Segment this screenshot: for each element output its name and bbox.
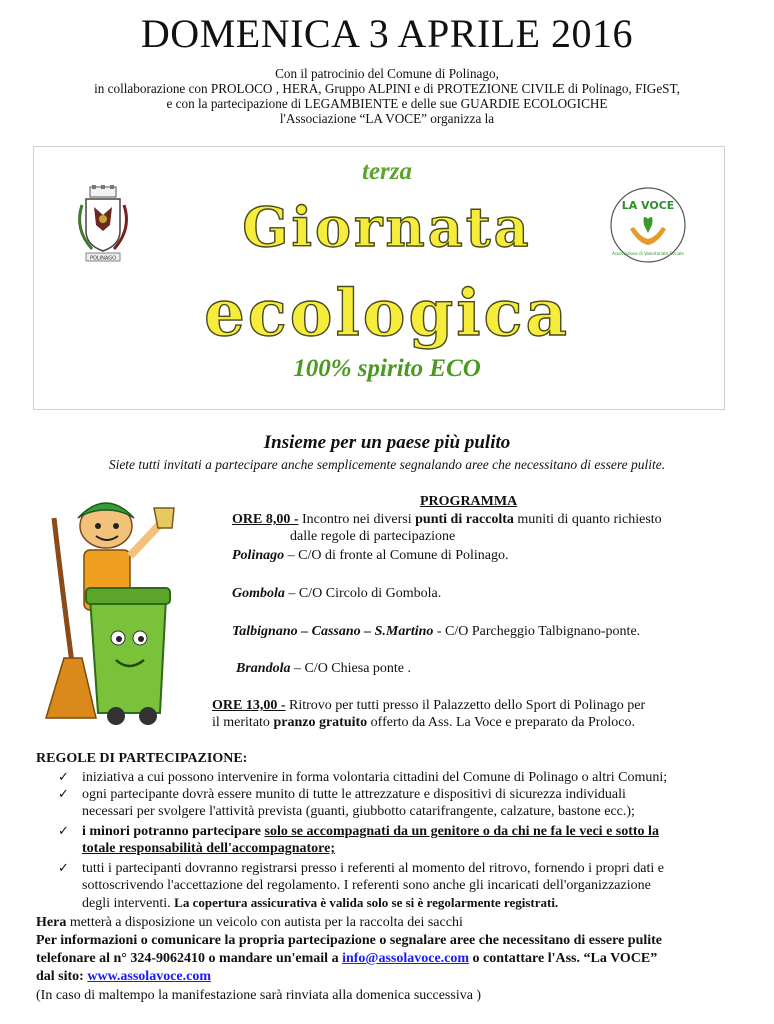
rule-3-bold: i minori potranno partecipare — [82, 824, 265, 839]
weather-note: (In caso di maltempo la manifestazione sarà rinviata alla domenica successiva ) — [36, 988, 482, 1003]
ore13-line2-b: offerto da Ass. La Voce e preparato da Proloco. — [367, 715, 636, 730]
place-gombola — [232, 586, 441, 602]
checkmark-icon: ✓ — [58, 787, 69, 802]
rule-3-text-2 — [82, 841, 335, 857]
place-brandola — [236, 661, 411, 677]
place-name: Talbignano – Cassano – S.Martino — [232, 624, 434, 639]
polinago-crest-icon — [68, 185, 138, 265]
ore13-text: Ritrovo per tutti presso il Palazzetto dello Sport di Polinago per — [285, 698, 646, 713]
checkmark-icon: ✓ — [58, 861, 69, 876]
ore13-line-2 — [212, 715, 635, 731]
rule-4-text: tutti i partecipanti dovranno registrarsi presso i referenti al momento del ritrovo, fornendo i propri dati e — [82, 861, 664, 876]
rules-heading: REGOLE DI PARTECIPAZIONE: — [36, 751, 248, 766]
banner-giornata: Giornata — [242, 195, 532, 259]
website-link[interactable]: www.assolavoce.com — [87, 969, 211, 984]
page-title: DOMENICA 3 APRILE 2016 — [140, 11, 634, 56]
place-text: – C/O Chiesa ponte . — [290, 661, 412, 676]
banner-slogan: 100% spirito ECO — [293, 355, 481, 382]
info-line-2 — [36, 951, 657, 967]
subtitle: Insieme per un paese più pulito — [263, 432, 511, 453]
ore13-line2-bold: pranzo gratuito — [273, 715, 368, 730]
rule-1-text: iniziativa a cui possono intervenire in forma volontaria cittadini del Comune di Polinago o altri Comuni; — [82, 770, 668, 785]
rule-3-underlined-2: totale responsabilità dell'accompagnatore; — [82, 841, 336, 856]
banner-ecologica: ecologica — [204, 276, 570, 351]
ore13-line — [212, 698, 645, 714]
place-talbignano — [232, 624, 640, 640]
rule-4-text-3a: degli interventi. — [82, 896, 175, 911]
place-name: Brandola — [236, 661, 291, 676]
hera-bold: Hera — [36, 915, 67, 930]
info-line-3a: dal sito: — [36, 969, 88, 984]
logo-caption: Associazione di Volontariato Sociale — [612, 251, 684, 256]
rule-3-underlined: solo se accompagnati da un genitore o da chi ne fa le veci e sotto la — [264, 824, 659, 839]
ore8-line — [232, 512, 662, 528]
info-line-2a: telefonare al n° 324-9062410 o mandare un'email a — [36, 951, 343, 966]
checkmark-icon: ✓ — [58, 770, 69, 785]
logo-text: LA VOCE — [621, 199, 675, 212]
programma-heading: PROGRAMMA — [420, 494, 518, 509]
rule-4-text-2: sottoscrivendo l'accettazione del regolamento. I referenti sono anche gli incaricati dell'organizzazione — [82, 878, 651, 893]
checkmark-icon: ✓ — [58, 824, 69, 839]
rule-2-text: ogni partecipante dovrà essere munito di tutte le attrezzature e dispositivi di sicurezza individuali — [82, 787, 626, 802]
email-link[interactable]: info@assolavoce.com — [342, 951, 470, 966]
info-line-3 — [36, 969, 211, 985]
intro-line-3: e con la partecipazione di LEGAMBIENTE e delle sue GUARDIE ECOLOGICHE — [166, 96, 608, 111]
place-text: – C/O di fronte al Comune di Polinago. — [284, 548, 509, 563]
place-name: Gombola — [232, 586, 285, 601]
info-line-2b: o contattare l'Ass. “La VOCE” — [469, 951, 658, 966]
hera-text: metterà a disposizione un veicolo con autista per la raccolta dei sacchi — [66, 915, 463, 930]
eco-mascot-illustration — [36, 488, 186, 728]
hera-line — [36, 915, 463, 931]
ore8-text-b: muniti di quanto richiesto — [513, 512, 662, 527]
place-text: – C/O Circolo di Gombola. — [284, 586, 442, 601]
place-name: Polinago — [232, 548, 285, 563]
intro-line-4: l'Associazione “LA VOCE” organizza la — [279, 111, 495, 126]
place-text: - C/O Parcheggio Talbignano-ponte. — [433, 624, 641, 639]
rule-4-text-3 — [82, 895, 558, 912]
ore8-time: ORE 8,00 - — [232, 512, 299, 527]
intro-line-1: Con il patrocinio del Comune di Polinago, — [275, 66, 499, 81]
crest-caption: POLINAGO — [89, 255, 117, 262]
place-polinago — [232, 548, 509, 564]
info-line-1: Per informazioni o comunicare la propria partecipazione o segnalare aree che necessitano di essere pulite — [36, 933, 663, 948]
la-voce-logo-icon — [608, 185, 688, 265]
ore13-line2-a: il meritato — [212, 715, 274, 730]
rule-3-text — [82, 824, 659, 840]
invitation-text: Siete tutti invitati a partecipare anche semplicemente segnalando aree che necessitano di essere pulite. — [108, 457, 666, 472]
banner-terza: terza — [362, 158, 412, 185]
rule-2-text-2: necessari per svolgere l'attività prevista (guanti, giubbotto catarifrangente, calzature, bastone ecc.); — [82, 804, 635, 819]
ore8-line-2: dalle regole di partecipazione — [290, 529, 456, 544]
ore8-text-a: Incontro nei diversi — [298, 512, 416, 527]
rule-4-insurance-note: La copertura assicurativa è valida solo se si è regolarmente registrati. — [174, 895, 559, 910]
ore13-time: ORE 13,00 - — [212, 698, 286, 713]
ore8-bold: punti di raccolta — [415, 512, 514, 527]
intro-line-2: in collaborazione con PROLOCO , HERA, Gruppo ALPINI e di PROTEZIONE CIVILE di Polinago, FIGeST, — [94, 81, 680, 96]
